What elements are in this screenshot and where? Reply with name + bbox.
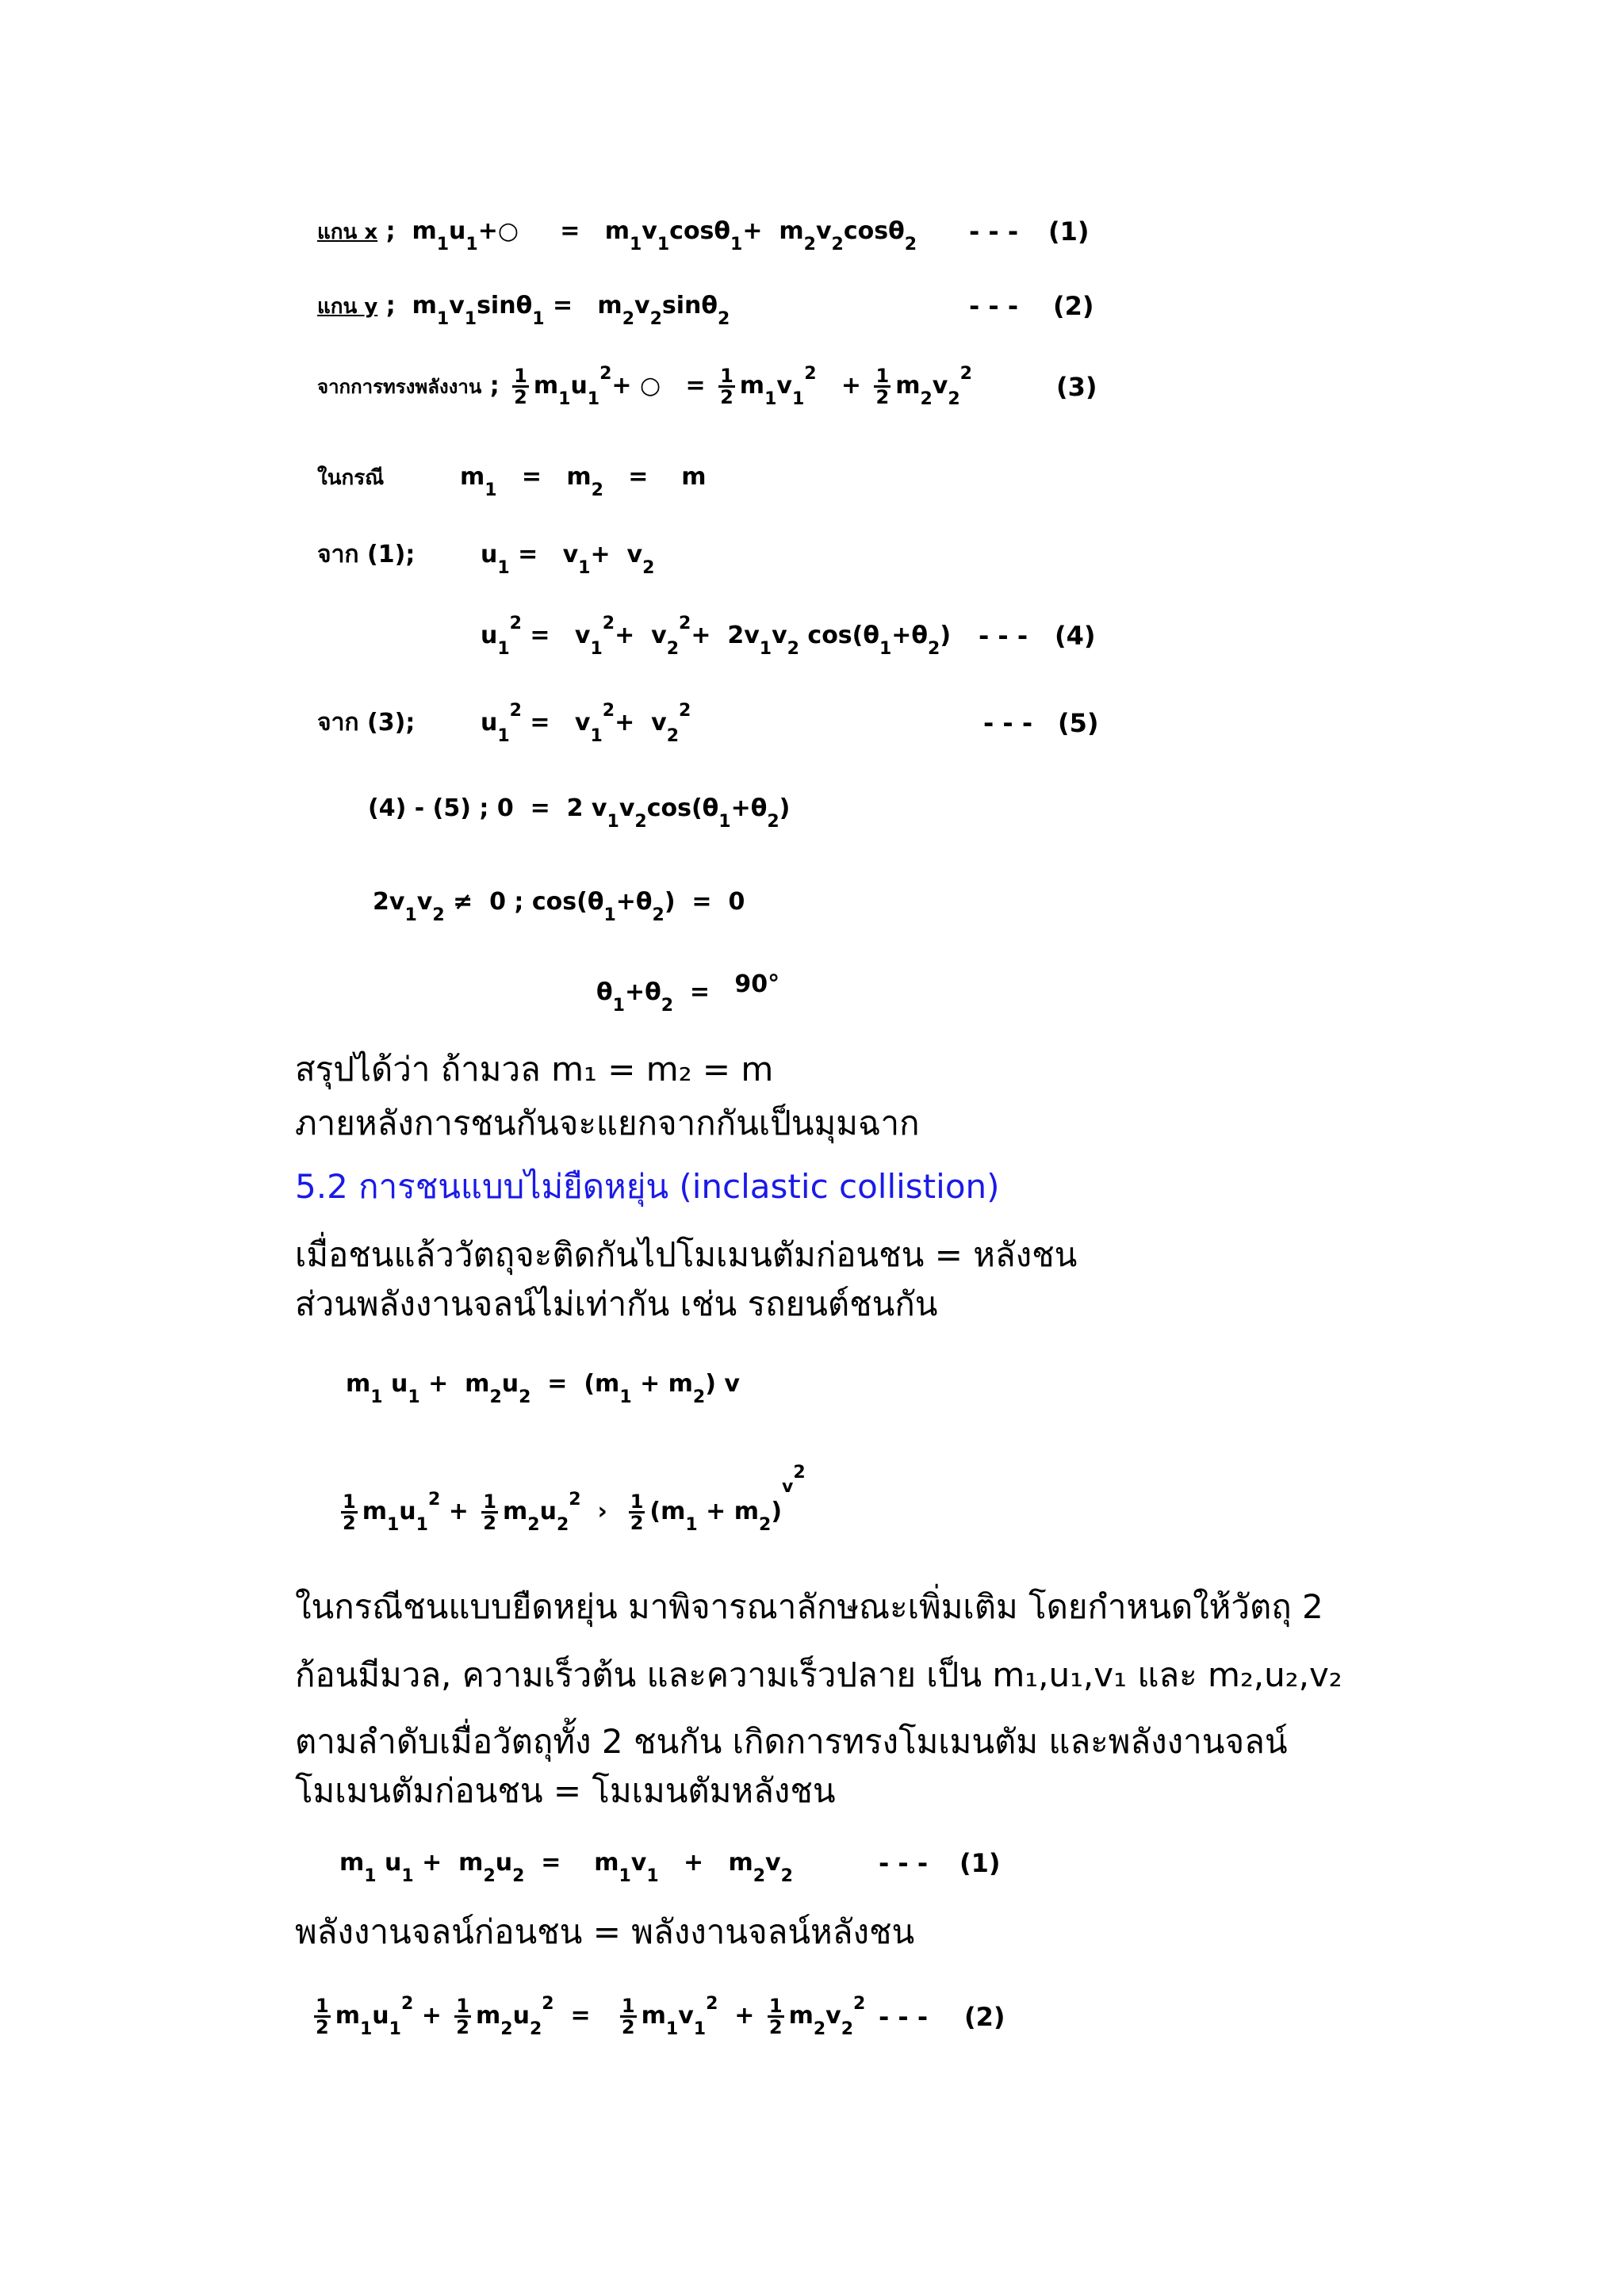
summary-line-2: ภายหลังการชนกันจะแยกจากกันเป็นมุมฉาก <box>295 1104 920 1142</box>
elastic-text-2: ก้อนมีมวล, ความเร็วต้น และความเร็วปลาย เป็น m₁,u₁,v₁ และ m₂,u₂,v₂ <box>295 1655 1342 1694</box>
momentum-tag: (1) <box>959 1848 1001 1878</box>
dash-1: - - - <box>969 216 1019 247</box>
momentum-equation: $m_1$ $u_1 + m_2u_2$ = $m_1v_1 + m_2v_2$ <box>339 1849 793 1886</box>
kinetic-equation: $\frac{1}{2}$ $m_1u_1^2$ + $\frac{1}{2}$ $m_2u_2^2$ = $\frac{1}{2}$ $m_1v_1^2$ + $\frac{1}{2}$ $m_2v_2^2$ <box>316 1994 866 2039</box>
equation-tag-4: (4) <box>1055 621 1096 651</box>
inelastic-energy-equation: $\frac{1}{2}$ $m_1u_1^2$ + $\frac{1}{2}$ $m_2u_2^2$ › $\frac{1}{2}$ $(m_1 + m_2)^{v^2}$ <box>343 1463 806 1535</box>
case-equation: $m_1 = m_2$ = m <box>460 463 707 500</box>
difference-equation: (4) - (5) ; 0 = 2 $v_1v_2\cos(\theta_1+\theta_2)$ <box>368 794 791 832</box>
dash-5: - - - <box>983 708 1033 738</box>
angle-sum-equation: $\theta_1+\theta_2 = 90^\circ$ <box>596 970 780 1016</box>
inelastic-text-2: ส่วนพลังงานจลน์ไม่เท่ากัน เช่น รถยนต์ชนกัน <box>295 1284 938 1323</box>
section-heading: 5.2 การชนแบบไม่ยืดหยุ่น (inclastic collistion) <box>295 1167 1000 1206</box>
x-axis-label: แกน x <box>317 220 378 244</box>
from-1-label: จาก (1); <box>317 541 416 568</box>
equation-tag-5: (5) <box>1058 708 1099 738</box>
difference-label: (4) - (5) ; <box>368 794 489 822</box>
from-3-label: จาก (3); <box>317 709 416 737</box>
energy-label: จากการทรงพลังงาน <box>317 376 482 398</box>
velocity-sum-equation: $u_1 = v_1+ v_2$ <box>481 541 655 578</box>
equation-energy: จากการทรงพลังงาน ; $\frac{1}{2}$ $m_1u_1^2+$ ○ = $\frac{1}{2}$ $m_1v_1^2$ + $\frac{1}{2}$ $m_2v_2^2$ <box>317 364 972 409</box>
kinetic-text: พลังงานจลน์ก่อนชน = พลังงานจลน์หลังชน <box>295 1912 915 1951</box>
equation-tag-3: (3) <box>1056 372 1097 402</box>
equation-4: $u_1^2 = v_1^2+ v_2^2+ 2v_1v_2$ $\cos(\theta_1+\theta_2)$ <box>481 614 952 659</box>
dash-4: - - - <box>979 621 1028 651</box>
elastic-text-1: ในกรณีชนแบบยืดหยุ่น มาพิจารณาลักษณะเพิ่มเติม โดยกำหนดให้วัตถุ 2 <box>295 1587 1323 1626</box>
elastic-text-3: ตามลำดับเมื่อวัตถุทั้ง 2 ชนกัน เกิดการทรงโมเมนตัม และพลังงานจลน์ <box>295 1722 1288 1761</box>
equation-5: $u_1^2 = v_1^2+ v_2^2$ <box>481 701 691 746</box>
inelastic-text-1: เมื่อชนแล้ววัตถุจะติดกันไปโมเมนตัมก่อนชน = หลังชน <box>295 1235 1078 1274</box>
dash-momentum: - - - <box>879 1848 929 1878</box>
nonzero-condition: $2v_1v_2 \ne 0$ ; $\cos(\theta_1+\theta_2) = 0$ <box>373 888 745 925</box>
dash-2: - - - <box>969 291 1019 321</box>
equation-y-axis: แกน y ; $m_1v_1\sin\theta_1 = m_2v_2\sin\theta_2$ <box>317 292 730 329</box>
summary-line-1: สรุปได้ว่า ถ้ามวล m₁ = m₂ = m <box>295 1050 774 1089</box>
dash-kinetic: - - - <box>879 2002 929 2032</box>
elastic-text-4: โมเมนตัมก่อนชน = โมเมนตัมหลังชน <box>295 1771 836 1810</box>
angle-result: 90° <box>734 970 780 998</box>
case-label: ในกรณี <box>317 466 385 490</box>
equation-tag-2: (2) <box>1053 291 1094 321</box>
y-axis-label: แกน y <box>317 295 378 319</box>
case-line <box>317 461 384 494</box>
equation-tag-1: (1) <box>1048 216 1090 247</box>
kinetic-tag: (2) <box>964 2002 1005 2032</box>
equation-x-axis: แกน x ; $m_1u_1+○$ = $m_1v_1\cos\theta_1+ m_2v_2\cos\theta_2$ <box>317 217 917 254</box>
inelastic-momentum-equation: $m_1$ $u_1 + m_2u_2 = (m_1 + m_2)$ v <box>346 1370 740 1407</box>
